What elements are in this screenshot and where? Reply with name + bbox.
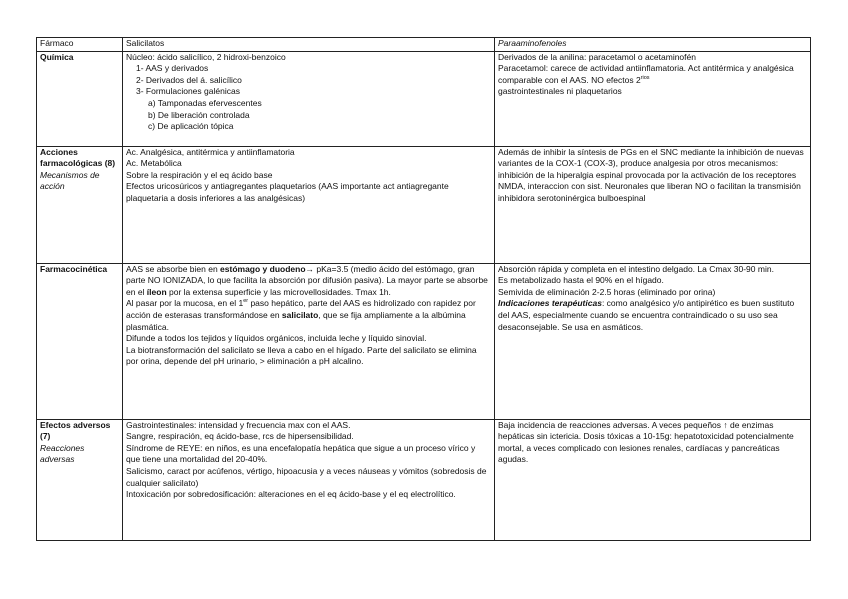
acciones-para-text: Además de inhibir la síntesis de PGs en el SNC mediante la inhibición de nuevas variantes de la COX-1 (COX-3), produce analgesia por otros mecanismos: inhibición de la hiperalgia espinal provocada por la activación de los receptores NMDA, interaccion con sist. Neuronales que liberan NO o facilitan la transmisión inhibidora serotoninérgica bulboespinal [498, 146, 804, 203]
quimica-sub-c: c) De aplicación tópica [148, 121, 234, 132]
farmaco-p2-b: paso hepático, parte del AAS es hidrolizado con rapidez por acción de esterasas transformándose en [126, 298, 476, 320]
farmaco-p1-b: estómago y duodeno [220, 263, 306, 274]
indicaciones-text: : como analgésico y/o antipirético es buen sustituto del AAS, especialmente cuando se encuentra contraindicado o su uso sea desaconsejable. Se usa en asmáticos. [498, 298, 795, 332]
quimica-para-line1: Derivados de la anilina: paracetamol o acetaminofén [498, 51, 696, 62]
farmaco-p1-d: íleon [146, 286, 167, 297]
acciones-line3: Sobre la respiración y el eq ácido base [126, 169, 273, 180]
cell-efectos-para [495, 419, 811, 540]
pharmacology-table [36, 37, 811, 541]
cell-farmacocinetica-para [495, 263, 811, 419]
label-efectos: Efectos adversos (7) [40, 419, 111, 442]
row-label-quimica [37, 51, 123, 146]
acciones-line1: Ac. Analgésica, antitérmica y antiinflamatoria [126, 146, 295, 157]
farmaco-p3: Difunde a todos los tejidos y líquidos orgánicos, incluida leche y líquido sinovial. [126, 333, 427, 344]
farmaco-p4: La biotransformación del salicilato se lleva a cabo en el hígado. Parte del salicilato se elimina por orina, depende del pH urinario, > eliminación a pH alcalino. [126, 344, 477, 367]
label-farmacocinetica: Farmacocinética [40, 263, 108, 274]
farmaco-para-line4 [498, 298, 807, 333]
quimica-para-line2-sup: rios [640, 74, 650, 81]
farmaco-p2-sup: er [243, 298, 249, 305]
farmaco-p1-e: por la extensa superficie y las microvellosidades. Tmax 1h. [166, 286, 391, 297]
quimica-para-line2 [498, 63, 807, 86]
efectos-line5: Intoxicación por sobredosificación: alteraciones en el eq ácido-base y el eq electrolítico. [126, 489, 456, 500]
header-paraaminofenoles: Paraaminofenoles [495, 38, 811, 52]
quimica-sub-a: a) Tamponadas efervescentes [148, 97, 262, 108]
quimica-para-line2-text: Paracetamol: carece de actividad antiinflamatoria. Act antitérmica y analgésica comparable con el AAS. NO efectos 2 [498, 63, 794, 85]
efectos-line3: Síndrome de REYE: en niños, es una encefalopatía hepática que sigue a un proceso vírico y que tiene una mortalidad del 20-40%. [126, 442, 476, 465]
indicaciones-label: Indicaciones terapéuticas [498, 298, 602, 309]
row-label-efectos [37, 419, 123, 540]
header-row [37, 38, 811, 52]
acciones-line2: Ac. Metabólica [126, 158, 182, 169]
quimica-intro: Núcleo: ácido salicílico, 2 hidroxi-benzoico [126, 51, 286, 62]
row-label-acciones [37, 146, 123, 263]
acciones-line4: Efectos uricosúricos y antiagregantes plaquetarios (AAS importante act antiagregante plaquetaria a dosis inferiores a las analgésicas) [126, 181, 449, 203]
cell-acciones-para [495, 146, 811, 263]
label-acciones: Acciones farmacológicas (8) [40, 146, 116, 169]
farmaco-para-line1: Absorción rápida y completa en el intestino delgado. La Cmax 30-90 min. [498, 263, 774, 274]
quimica-sub-b: b) De liberación controlada [148, 109, 250, 120]
row-quimica [37, 51, 811, 146]
farmaco-p1-c: → pKa=3.5 (medio ácido del estómago, gran parte NO IONIZADA, lo que facilita la absorción por difusión pasiva). La mayor parte se absorbe en el [126, 263, 488, 297]
quimica-para-line3: gastrointestinales ni plaquetarios [498, 86, 622, 97]
quimica-item2: 2- Derivados del á. salicílico [136, 74, 242, 85]
farmaco-p1-a: AAS se absorbe bien en [126, 263, 221, 274]
label-mecanismos: Mecanismos de acción [40, 169, 100, 192]
farmaco-para-line3: Semivida de eliminación 2-2.5 horas (eliminado por orina) [498, 286, 716, 297]
header-salicilatos: Salicilatos [123, 38, 495, 52]
farmaco-p2-d: , que se fija ampliamente a la albúmina plasmática. [126, 309, 466, 332]
row-efectos [37, 419, 811, 540]
farmaco-p2-a: Al pasar por la mucosa, en el 1 [126, 298, 244, 309]
farmaco-p2-c: salicilato [281, 309, 319, 320]
header-farmaco: Fármaco [37, 38, 123, 52]
row-farmacocinetica [37, 263, 811, 419]
row-label-farmacocinetica [37, 263, 123, 419]
farmaco-p2 [126, 298, 491, 333]
efectos-para-text: Baja incidencia de reacciones adversas. A veces pequeños ↑ de enzimas hepáticas sin ictericia. Dosis tóxicas a 10-15g: hepatotoxicidad potencialmente mortal, a veces complicado con lesiones renales, cardíacas y pancreáticas agudas. [498, 419, 794, 465]
cell-farmacocinetica-salicilatos [123, 263, 495, 419]
farmaco-para-line2: Es metabolizado hasta el 90% en el hígado. [498, 275, 664, 286]
efectos-line2: Sangre, respiración, eq ácido-base, rcs de hipersensibilidad. [126, 431, 354, 442]
efectos-line1: Gastrointestinales: intensidad y frecuencia max con el AAS. [126, 419, 351, 430]
cell-efectos-salicilatos [123, 419, 495, 540]
farmaco-p1 [126, 264, 491, 299]
cell-quimica-para [495, 51, 811, 146]
cell-quimica-salicilatos [123, 51, 495, 146]
efectos-line4: Salicismo, caract por acúfenos, vértigo, hipoacusia y a veces náuseas y vómitos (sobredosis de cualquier salicilato) [126, 465, 487, 488]
label-reacciones: Reacciones adversas [40, 442, 85, 465]
quimica-item1: 1- AAS y derivados [136, 63, 209, 74]
label-quimica: Química [40, 51, 74, 62]
row-acciones [37, 146, 811, 263]
quimica-item3: 3- Formulaciones galénicas [136, 86, 240, 97]
cell-acciones-salicilatos [123, 146, 495, 263]
